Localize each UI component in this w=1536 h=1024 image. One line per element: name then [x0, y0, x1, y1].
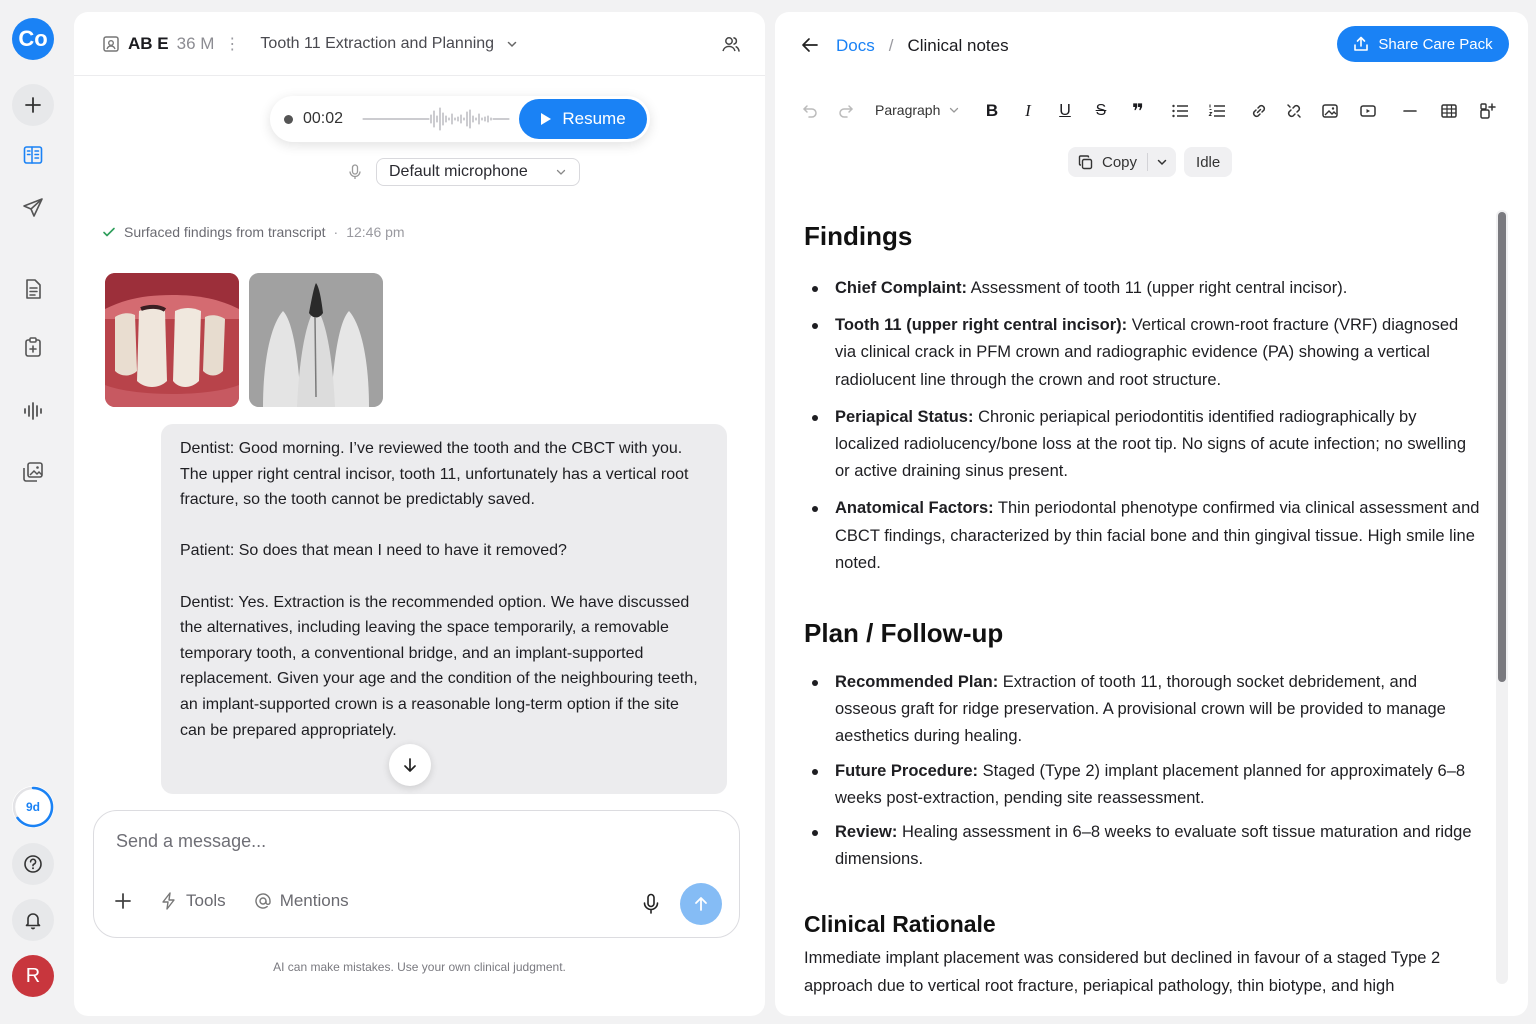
- plus-icon: [114, 892, 132, 910]
- user-avatar[interactable]: R: [12, 955, 54, 997]
- plan-label: Future Procedure:: [835, 761, 979, 780]
- resume-button[interactable]: [519, 99, 647, 139]
- trial-days-label: 9d: [25, 800, 40, 814]
- link-button[interactable]: [1249, 101, 1269, 121]
- bell-icon: [23, 910, 43, 930]
- send-nav-button[interactable]: [12, 187, 54, 229]
- microphone-row: [348, 158, 580, 186]
- breadcrumb-docs[interactable]: Docs: [836, 36, 875, 55]
- notifications-button[interactable]: [12, 899, 54, 941]
- transcript-line: Dentist: Good morning. I’ve reviewed the tooth and the CBCT with you. The upper right central incisor, tooth 11, unfortunately has a vertical root fracture, so the tooth cannot be predictably saved.: [180, 440, 689, 509]
- numbered-list-icon: [1208, 103, 1226, 119]
- image-icon: [1321, 102, 1339, 120]
- copy-options-button[interactable]: [1148, 156, 1176, 168]
- mentions-button[interactable]: [254, 891, 349, 911]
- arrow-up-icon: [693, 896, 709, 912]
- strikethrough-button[interactable]: [1091, 101, 1111, 121]
- patient-initials[interactable]: AB E: [128, 33, 169, 53]
- chevron-down-icon[interactable]: [506, 38, 518, 50]
- microphone-select[interactable]: [376, 158, 580, 186]
- undo-button[interactable]: [800, 101, 820, 121]
- gallery-nav-button[interactable]: [12, 451, 54, 493]
- recording-indicator: [284, 115, 293, 124]
- status-line: [102, 224, 405, 240]
- plan-heading: Plan / Follow-up: [804, 618, 1004, 649]
- recording-timer: 00:02: [303, 110, 344, 127]
- plus-icon: [24, 96, 42, 114]
- plan-text: Staged (Type 2) implant placement planned for approximately 6–8 weeks post-extraction, pending site reassessment.: [835, 761, 1466, 807]
- finding-label: Chief Complaint:: [835, 279, 967, 297]
- bold-icon: B: [985, 101, 999, 120]
- insert-video-button[interactable]: [1358, 101, 1378, 121]
- bullet-list-icon: [1171, 103, 1189, 119]
- back-arrow-icon[interactable]: [801, 37, 819, 53]
- strikethrough-icon: S: [1095, 102, 1107, 119]
- finding-text: Vertical crown-root fracture (VRF) diagnosed via clinical crack in PFM crown and radiographic evidence (PA) showing a vertical radiolucent line through the crown and root structure.: [835, 316, 1459, 389]
- table-icon: [1440, 102, 1458, 120]
- play-icon: [540, 112, 552, 126]
- participants-icon[interactable]: [721, 34, 741, 54]
- finding-item: [804, 312, 1480, 394]
- documents-nav-button[interactable]: [12, 268, 54, 310]
- finding-label: Anatomical Factors:: [835, 499, 994, 518]
- underline-icon: U: [1059, 102, 1071, 119]
- patient-id-icon: [102, 35, 120, 53]
- session-header: [74, 12, 765, 76]
- redo-button[interactable]: [836, 101, 856, 121]
- status-badge: Idle: [1184, 147, 1232, 177]
- clipboard-icon: [22, 336, 44, 358]
- composer-tools: [114, 891, 377, 911]
- ai-disclaimer: AI can make mistakes. Use your own clinical judgment.: [273, 960, 566, 974]
- bold-button[interactable]: [982, 101, 1002, 121]
- lightning-icon: [160, 892, 178, 910]
- plan-item: [804, 669, 1480, 751]
- italic-icon: I: [1025, 101, 1031, 120]
- transcript-line: Patient: So does that mean I need to have it removed?: [180, 542, 567, 560]
- finding-item: [804, 404, 1480, 486]
- plan-text: Healing assessment in 6–8 weeks to evaluate soft tissue maturation and ridge dimensions.: [835, 823, 1472, 869]
- horizontal-rule-button[interactable]: [1400, 101, 1420, 121]
- finding-text: Thin periodontal phenotype confirmed via clinical assessment and CBCT findings, characterized by thin facial bone and thin gingival tissue. High smile line noted.: [835, 499, 1480, 572]
- message-composer[interactable]: [93, 810, 740, 938]
- transcript-line: Dentist: Yes. Extraction is the recommended option. We have discussed the alternatives, including leaving the space temporarily, a removable temporary tooth, a conventional bridge, and an implant-supported replacement. Given your age and the condition of the neighbouring teeth, an implant-supported crown is a reasonable long-term option if the site can be prepared appropriately.: [180, 593, 698, 739]
- status-separator: ·: [333, 224, 339, 240]
- plan-label: Recommended Plan:: [835, 673, 999, 692]
- clinical-notes-document[interactable]: [804, 220, 1480, 1000]
- tools-label: Tools: [186, 891, 226, 910]
- trial-days-badge[interactable]: [12, 786, 54, 828]
- finding-item: [804, 275, 1480, 302]
- finding-label: Periapical Status:: [835, 407, 974, 426]
- plan-item: [804, 758, 1480, 812]
- share-label: Share Care Pack: [1378, 35, 1493, 53]
- italic-button[interactable]: [1018, 101, 1038, 121]
- undo-icon: [802, 103, 818, 119]
- block-type-select[interactable]: [875, 102, 960, 118]
- redo-icon: [838, 103, 854, 119]
- chevron-down-icon: [1156, 156, 1168, 168]
- mentions-label: Mentions: [279, 891, 349, 910]
- more-blocks-button[interactable]: [1478, 101, 1498, 121]
- chevron-down-icon: [948, 104, 960, 116]
- recording-bar: [270, 96, 650, 142]
- session-title[interactable]: Tooth 11 Extraction and Planning: [260, 34, 495, 52]
- finding-text: Assessment of tooth 11 (upper right central incisor).: [967, 279, 1348, 297]
- document-icon: [22, 278, 44, 300]
- notes-icon: [22, 144, 44, 166]
- quote-icon: ❞: [1132, 100, 1144, 123]
- tools-button[interactable]: [160, 891, 226, 911]
- underline-button[interactable]: [1055, 101, 1075, 121]
- breadcrumb-current: Clinical notes: [907, 36, 1009, 55]
- patient-age: 36 M: [176, 33, 215, 53]
- clipboard-nav-button[interactable]: [12, 326, 54, 368]
- microphone-icon: [642, 893, 660, 915]
- intraoral-photo[interactable]: [105, 273, 239, 407]
- notes-nav-button[interactable]: [12, 134, 54, 176]
- finding-text: Chronic periapical periodontitis identified radiographically by localized radiolucency/bone loss at the root tip. No signs of acute infection; no swelling or active draining sinus present.: [835, 407, 1467, 481]
- numbered-list-button[interactable]: [1207, 101, 1227, 121]
- plan-text: Extraction of tooth 11, thorough socket debridement, and osseous graft for ridge preservation. A provisional crown will be provided to manage aesthetics during healing.: [835, 673, 1446, 746]
- document-panel: [775, 12, 1528, 1016]
- finding-item: [804, 495, 1480, 577]
- document-actions: [1068, 147, 1232, 177]
- teeth-photo-image: [105, 273, 239, 407]
- xray-image[interactable]: [249, 273, 383, 407]
- new-session-button[interactable]: [12, 84, 54, 126]
- scrollbar-thumb[interactable]: [1498, 212, 1506, 682]
- rationale-text: Immediate implant placement was considered but declined in favour of a staged Type 2 approach due to vertical root fracture, periapical pathology, thin biotype, and high: [804, 949, 1441, 995]
- microphone-select-value: Default microphone: [389, 163, 528, 180]
- unlink-icon: [1285, 102, 1303, 120]
- findings-heading: Findings: [804, 221, 913, 251]
- gallery-icon: [22, 461, 44, 483]
- share-care-pack-button[interactable]: [1337, 26, 1509, 62]
- insert-table-button[interactable]: [1439, 101, 1459, 121]
- audio-icon: [22, 400, 44, 422]
- check-icon: [102, 225, 116, 239]
- copy-icon: [1078, 155, 1093, 170]
- plan-list: [804, 669, 1480, 873]
- patient-menu-icon[interactable]: ⋮: [224, 35, 241, 53]
- findings-list: [804, 275, 1480, 577]
- transcript-message: [161, 424, 727, 794]
- block-type-value: Paragraph: [875, 102, 941, 118]
- arrow-down-icon: [402, 757, 418, 773]
- quote-button[interactable]: [1128, 101, 1148, 121]
- insert-image-button[interactable]: [1320, 101, 1340, 121]
- copy-button[interactable]: [1068, 154, 1147, 171]
- bullet-list-button[interactable]: [1170, 101, 1190, 121]
- status-time: 12:46 pm: [346, 224, 405, 240]
- help-button[interactable]: [12, 843, 54, 885]
- attach-button[interactable]: [114, 892, 132, 910]
- finding-label: Tooth 11 (upper right central incisor):: [835, 316, 1128, 335]
- resume-label: Resume: [562, 109, 626, 128]
- plan-item: [804, 819, 1480, 873]
- add-block-icon: [1479, 102, 1497, 120]
- editor-toolbar: [775, 96, 1528, 126]
- plan-label: Review:: [835, 823, 898, 842]
- scroll-down-button[interactable]: [389, 744, 431, 786]
- document-header: [775, 12, 1528, 76]
- conversation-panel: [74, 12, 765, 1016]
- at-sign-icon: [254, 892, 272, 910]
- video-icon: [1359, 102, 1377, 120]
- send-button[interactable]: [680, 883, 722, 925]
- left-rail: [0, 0, 66, 1024]
- divider-icon: [1401, 102, 1419, 120]
- rationale-heading: Clinical Rationale: [804, 911, 996, 938]
- copy-split-button: [1068, 147, 1176, 177]
- status-text: Surfaced findings from transcript: [124, 224, 326, 240]
- message-input[interactable]: Send a message...: [116, 831, 267, 851]
- dictate-button[interactable]: [642, 893, 660, 920]
- radiograph-image: [249, 273, 383, 407]
- help-icon: [23, 854, 43, 874]
- microphone-icon: [348, 164, 362, 180]
- link-icon: [1250, 102, 1268, 120]
- waveform-icon: [361, 106, 511, 132]
- send-icon: [22, 197, 44, 219]
- copy-label: Copy: [1102, 153, 1138, 171]
- unlink-button[interactable]: [1284, 101, 1304, 121]
- app-logo[interactable]: Co: [12, 18, 54, 60]
- audio-nav-button[interactable]: [12, 390, 54, 432]
- breadcrumb: [836, 36, 1009, 56]
- share-icon: [1353, 36, 1369, 52]
- breadcrumb-separator: /: [888, 36, 894, 55]
- chevron-down-icon: [555, 166, 567, 178]
